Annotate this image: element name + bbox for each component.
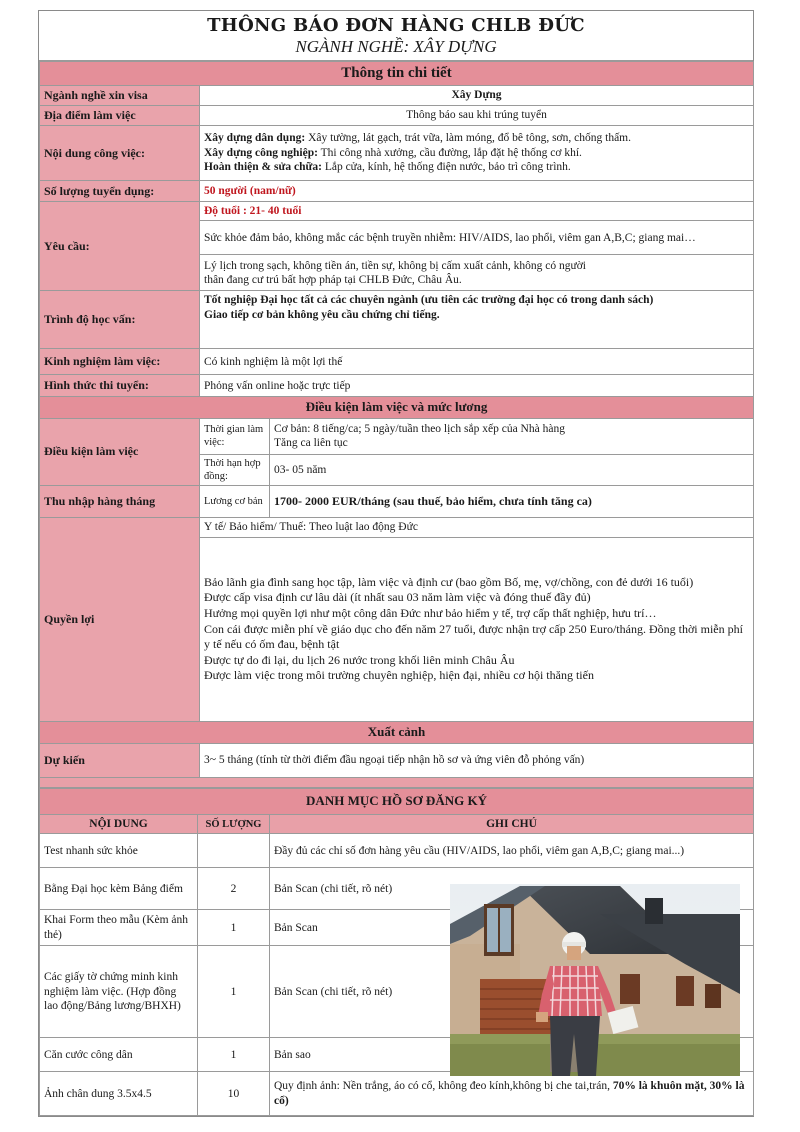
details-table [39,61,754,788]
job-content [200,126,754,181]
doc-content: Khai Form theo mẫu (Kèm ảnh thẻ) [40,910,198,946]
education-label: Trình độ học vấn: [40,291,200,349]
benefit-item: Bảo lãnh gia đình sang học tập, làm việc và định cư (bao gồm Bố, mẹ, vợ/chồng, con đẻ dưới 16 tuổi) [204,574,694,589]
doc-note: Đầy đủ các chỉ số đơn hàng yêu cầu (HIV/AIDS, lao phổi, viêm gan A,B,C; giang mai...) [270,834,754,868]
contract-label: Thời hạn hợp đồng: [200,454,270,485]
benefit-item: Được tự do đi lại, du lịch 26 nước trong khối liên minh Châu Âu [204,652,515,667]
document-subtitle: NGÀNH NGHỀ: XÂY DỰNG [295,37,497,56]
location-label: Địa điểm làm việc [40,106,200,126]
document-header [39,11,753,61]
col-note-header: GHI CHÚ [270,814,754,833]
exam-label: Hình thức thi tuyển: [40,375,200,397]
doc-note: Bản Scan (chi tiết, rõ nét) [270,946,754,1038]
requirements-label: Yêu cầu: [40,202,200,291]
doc-qty [198,834,270,868]
visa-value: Xây Dựng [200,86,754,106]
section-exit-heading: Xuất cảnh [40,721,754,743]
experience-label: Kinh nghiệm làm việc: [40,349,200,375]
construction-worker-photo [450,884,740,1076]
location-value: Thông báo sau khi trúng tuyển [200,106,754,126]
work-time-label: Thời gian làm việc: [200,418,270,454]
quantity-label: Số lượng tuyển dụng: [40,181,200,202]
doc-note: Bản Scan [270,910,754,946]
doc-content: Căn cước công dân [40,1038,198,1072]
table-row [40,834,754,868]
doc-content: Bằng Đại học kèm Bảng điểm [40,868,198,910]
benefit-insurance: Y tế/ Bảo hiểm/ Thuế: Theo luật lao động Đức [200,517,754,537]
benefit-item: Con cái được miễn phí về giáo dục cho đến năm 27 tuổi, được nhận trợ cấp 250 Euro/tháng. Đồng thời miễn phí y tế nếu có ốm đau, bệnh tật [204,621,743,652]
benefit-item: Hưởng mọi quyền lợi như một công dân Đức như bảo hiểm y tế, trợ cấp thất nghiệp, hưu trí… [204,605,657,620]
doc-note: Bản sao [270,1038,754,1072]
section-work-heading: Điều kiện làm việc và mức lương [40,397,754,418]
requirement-record: Lý lịch trong sạch, không tiền án, tiền sự, không bị cấm xuất cảnh, không có người thân đang cư trú bất hợp pháp tại CHLB Đức, Châu Âu. [200,255,754,291]
table-row [40,1072,754,1116]
section-details-heading: Thông tin chi tiết [40,62,754,86]
section-docs-heading: DANH MỤC HỒ SƠ ĐĂNG KÝ [40,788,754,814]
doc-qty: 1 [198,910,270,946]
experience-value: Có kinh nghiệm là một lợi thế [200,349,754,375]
benefits-list [200,537,754,721]
doc-note: Bản Scan (chi tiết, rõ nét) [270,868,754,910]
job-label: Nội dung công việc: [40,126,200,181]
benefits-label: Quyền lợi [40,517,200,721]
salary-value: 1700- 2000 EUR/tháng (sau thuế, bảo hiểm, chưa tính tăng ca) [270,485,754,517]
col-content-header: NỘI DUNG [40,814,198,833]
doc-content: Test nhanh sức khỏe [40,834,198,868]
job-line-industrial: Xây dựng công nghiệp: Thi công nhà xưởng, cầu đường, lắp đặt hệ thống cơ khí. [204,146,582,159]
salary-label: Lương cơ bản [200,485,270,517]
benefit-item: Được cấp visa định cư lâu dài (ít nhất sau 03 năm làm việc và đóng thuế đầy đủ) [204,590,591,605]
col-qty-header: SỐ LƯỢNG [198,814,270,833]
section-spacer [40,777,754,787]
work-time-value: Cơ bản: 8 tiếng/ca; 5 ngày/tuần theo lịch sắp xếp của Nhà hàng Tăng ca liên tục [270,418,754,454]
exam-value: Phỏng vấn online hoặc trực tiếp [200,375,754,397]
doc-qty: 1 [198,946,270,1038]
benefit-item: Được làm việc trong môi trường chuyên nghiệp, hiện đại, nhiều cơ hội thăng tiến [204,668,594,683]
doc-note: Quy định ảnh: Nền trắng, áo có cổ, không đeo kính,không bị che tai,trán, 70% là khuôn mặt, 30% là cổ) [270,1072,754,1116]
doc-qty: 1 [198,1038,270,1072]
exit-label: Dự kiến [40,743,200,777]
quantity-value: 50 người (nam/nữ) [200,181,754,202]
document-title: THÔNG BÁO ĐƠN HÀNG CHLB ĐỨC [207,15,585,36]
doc-content: Các giấy tờ chứng minh kinh nghiệm làm việc. (Hợp đồng lao động/Bảng lương/BHXH) [40,946,198,1038]
education-value: Tốt nghiệp Đại học tất cả các chuyên ngành (ưu tiên các trường đại học có trong danh sách) Giao tiếp cơ bản không yêu cầu chứng chỉ tiếng. [200,291,754,349]
job-line-finishing: Hoàn thiện & sửa chữa: Lắp cửa, kính, hệ thống điện nước, bảo trì công trình. [204,161,571,174]
income-label: Thu nhập hàng tháng [40,485,200,517]
exit-value: 3~ 5 tháng (tính từ thời điểm đầu ngoại tiếp nhận hồ sơ và ứng viên đỗ phỏng vấn) [200,743,754,777]
doc-qty: 10 [198,1072,270,1116]
requirement-health: Sức khỏe đảm bảo, không mắc các bệnh truyền nhiễm: HIV/AIDS, lao phổi, viêm gan A,B,C; giang mai… [200,221,754,255]
contract-value: 03- 05 năm [270,454,754,485]
doc-content: Ảnh chân dung 3.5x4.5 [40,1072,198,1116]
work-conditions-label: Điều kiện làm việc [40,418,200,485]
requirement-age: Độ tuổi : 21- 40 tuổi [200,202,754,221]
doc-qty: 2 [198,868,270,910]
job-line-civil: Xây dựng dân dụng: Xây tường, lát gạch, trát vữa, làm móng, đổ bê tông, sơn, chống thấm. [204,132,631,145]
visa-label: Ngành nghề xin visa [40,86,200,106]
